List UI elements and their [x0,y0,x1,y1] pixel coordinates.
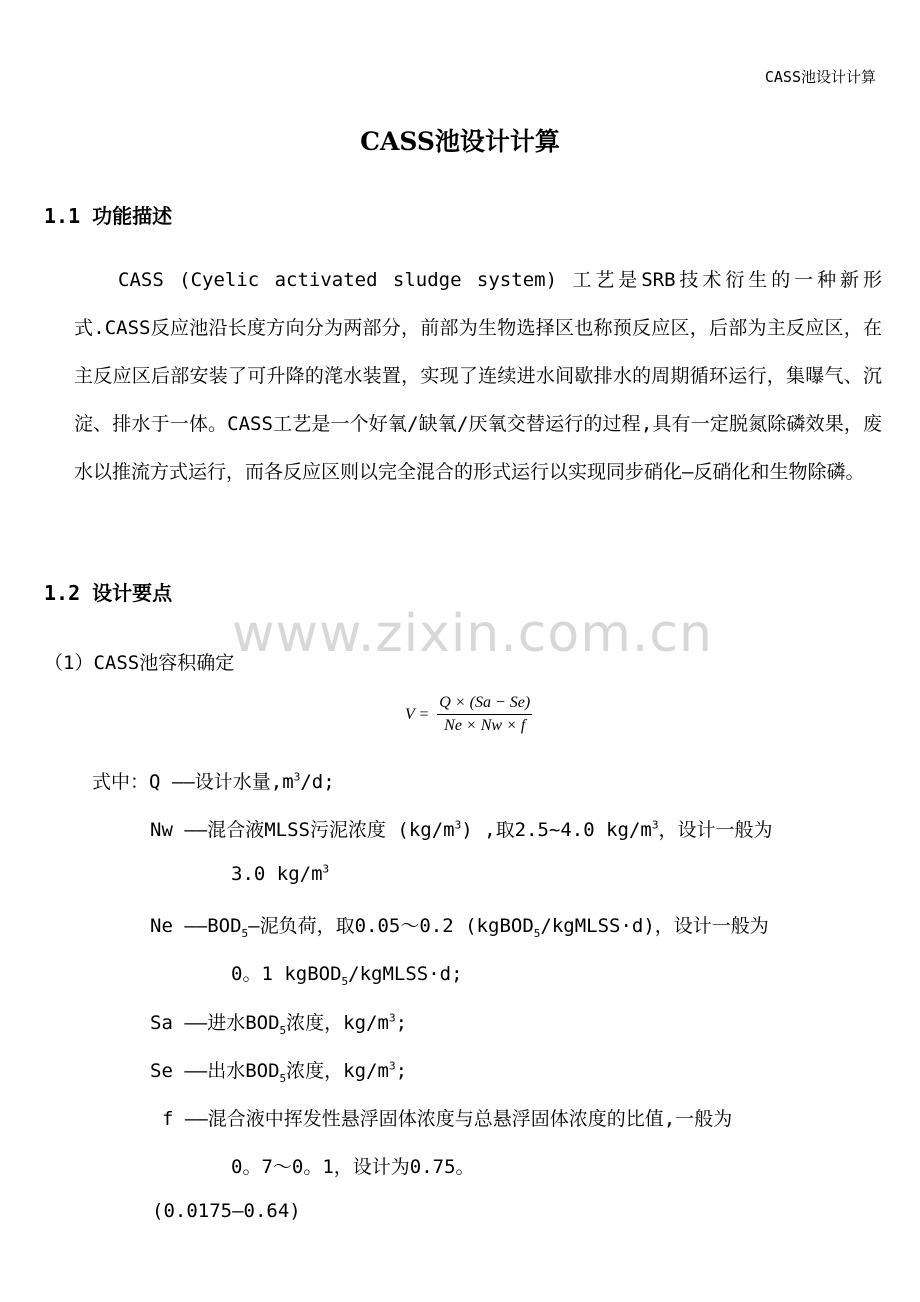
formula-lhs: V = [405,705,430,723]
definition-se [150,1056,407,1083]
range-note: (0.0175—0.64) [152,1200,301,1222]
symbol-sa: Sa [150,1012,173,1034]
formula-denominator: Ne × Nw × f [444,717,526,734]
definition-nw-text: ——混合液MLSS污泥浓度 (kg/m [184,819,455,841]
superscript: 3 [651,818,659,832]
definition-f-continued [231,1152,475,1179]
definition-sa-text: ——进水BOD [184,1012,280,1034]
superscript: 3 [322,862,330,876]
superscript: 3 [388,1059,396,1073]
running-header: CASS池设计计算 [764,68,876,86]
punctuation: ; [395,1012,408,1034]
subscript: 5 [241,926,249,940]
section-heading-1-2: 1.2 设计要点 [44,581,173,605]
definition-q-unit: /d; [300,771,335,793]
symbol-ne: Ne [150,915,173,937]
description-paragraph [74,256,882,496]
volume-formula [405,694,532,735]
punctuation: ; [395,1060,408,1082]
page-title: CASS池设计计算 [360,127,560,156]
definition-sa [150,1008,407,1035]
definition-f [162,1104,732,1131]
watermark: www.zixin.com.cn [232,604,713,664]
section-heading-1-1: 1.1 功能描述 [44,204,173,228]
superscript: 3 [454,818,462,832]
definition-ne-value: 0。1 kgBOD [231,963,342,985]
subsection-heading: （1）CASS池容积确定 [44,652,235,674]
definition-nw-value: 3.0 kg/m [231,863,323,885]
subscript: 5 [279,1023,287,1037]
definition-q-text: ——设计水量,m [171,771,294,793]
definition-nw-design: ，设计一般为 [658,819,773,841]
symbol-f: f [162,1108,174,1130]
symbol-q: Q [149,771,161,793]
definition-f-value: 0。7～0。1，设计为0.75。 [231,1156,475,1178]
definition-ne-range: —泥负荷，取0.05～0.2 (kgBOD [248,915,534,937]
symbol-nw: Nw [150,819,173,841]
definition-ne-continued [231,959,463,986]
definition-intro: 式中： [92,771,150,793]
subscript: 5 [341,974,349,988]
definition-ne-design: /kgMLSS·d)，设计一般为 [540,915,769,937]
definition-ne [150,911,769,938]
definition-se-text: ——出水BOD [184,1060,280,1082]
definition-f-text: ——混合液中挥发性悬浮固体浓度与总悬浮固体浓度的比值,一般为 [184,1108,733,1130]
definition-se-unit: 浓度，kg/m [286,1060,389,1082]
definition-sa-unit: 浓度，kg/m [286,1012,389,1034]
formula-numerator: Q × (Sa − Se) [437,694,532,715]
subscript: 5 [533,926,541,940]
superscript: 3 [293,770,301,784]
superscript: 3 [388,1011,396,1025]
definition-ne-text: ——BOD [184,915,242,937]
definition-ne-unit: /kgMLSS·d; [348,963,463,985]
definition-nw [150,815,772,842]
subscript: 5 [279,1071,287,1085]
paragraph-text: CASS (Cyelic activated sludge system) 工艺是SRB技术衍生的一种新形式.CASS反应池沿长度方向分为两部分，前部为生物选择区也称预反应区，后部为主反应区，在主反应区后部安装了可升降的滗水装置，实现了连续进水间歇排水的周期循环运行，集曝气、沉淀、排水于一体。CASS工艺是一个好氧/缺氧/厌氧交替运行的过程,具有一定脱氮除磷效果，废水以推流方式运行，而各反应区则以完全混合的形式运行以实现同步硝化—反硝化和生物除磷。 [74,269,882,483]
definition-nw-range: ) ,取2.5~4.0 kg/m [461,819,652,841]
symbol-se: Se [150,1060,173,1082]
formula-fraction [437,694,532,735]
definition-nw-continued [231,863,329,885]
definition-q [92,767,335,794]
